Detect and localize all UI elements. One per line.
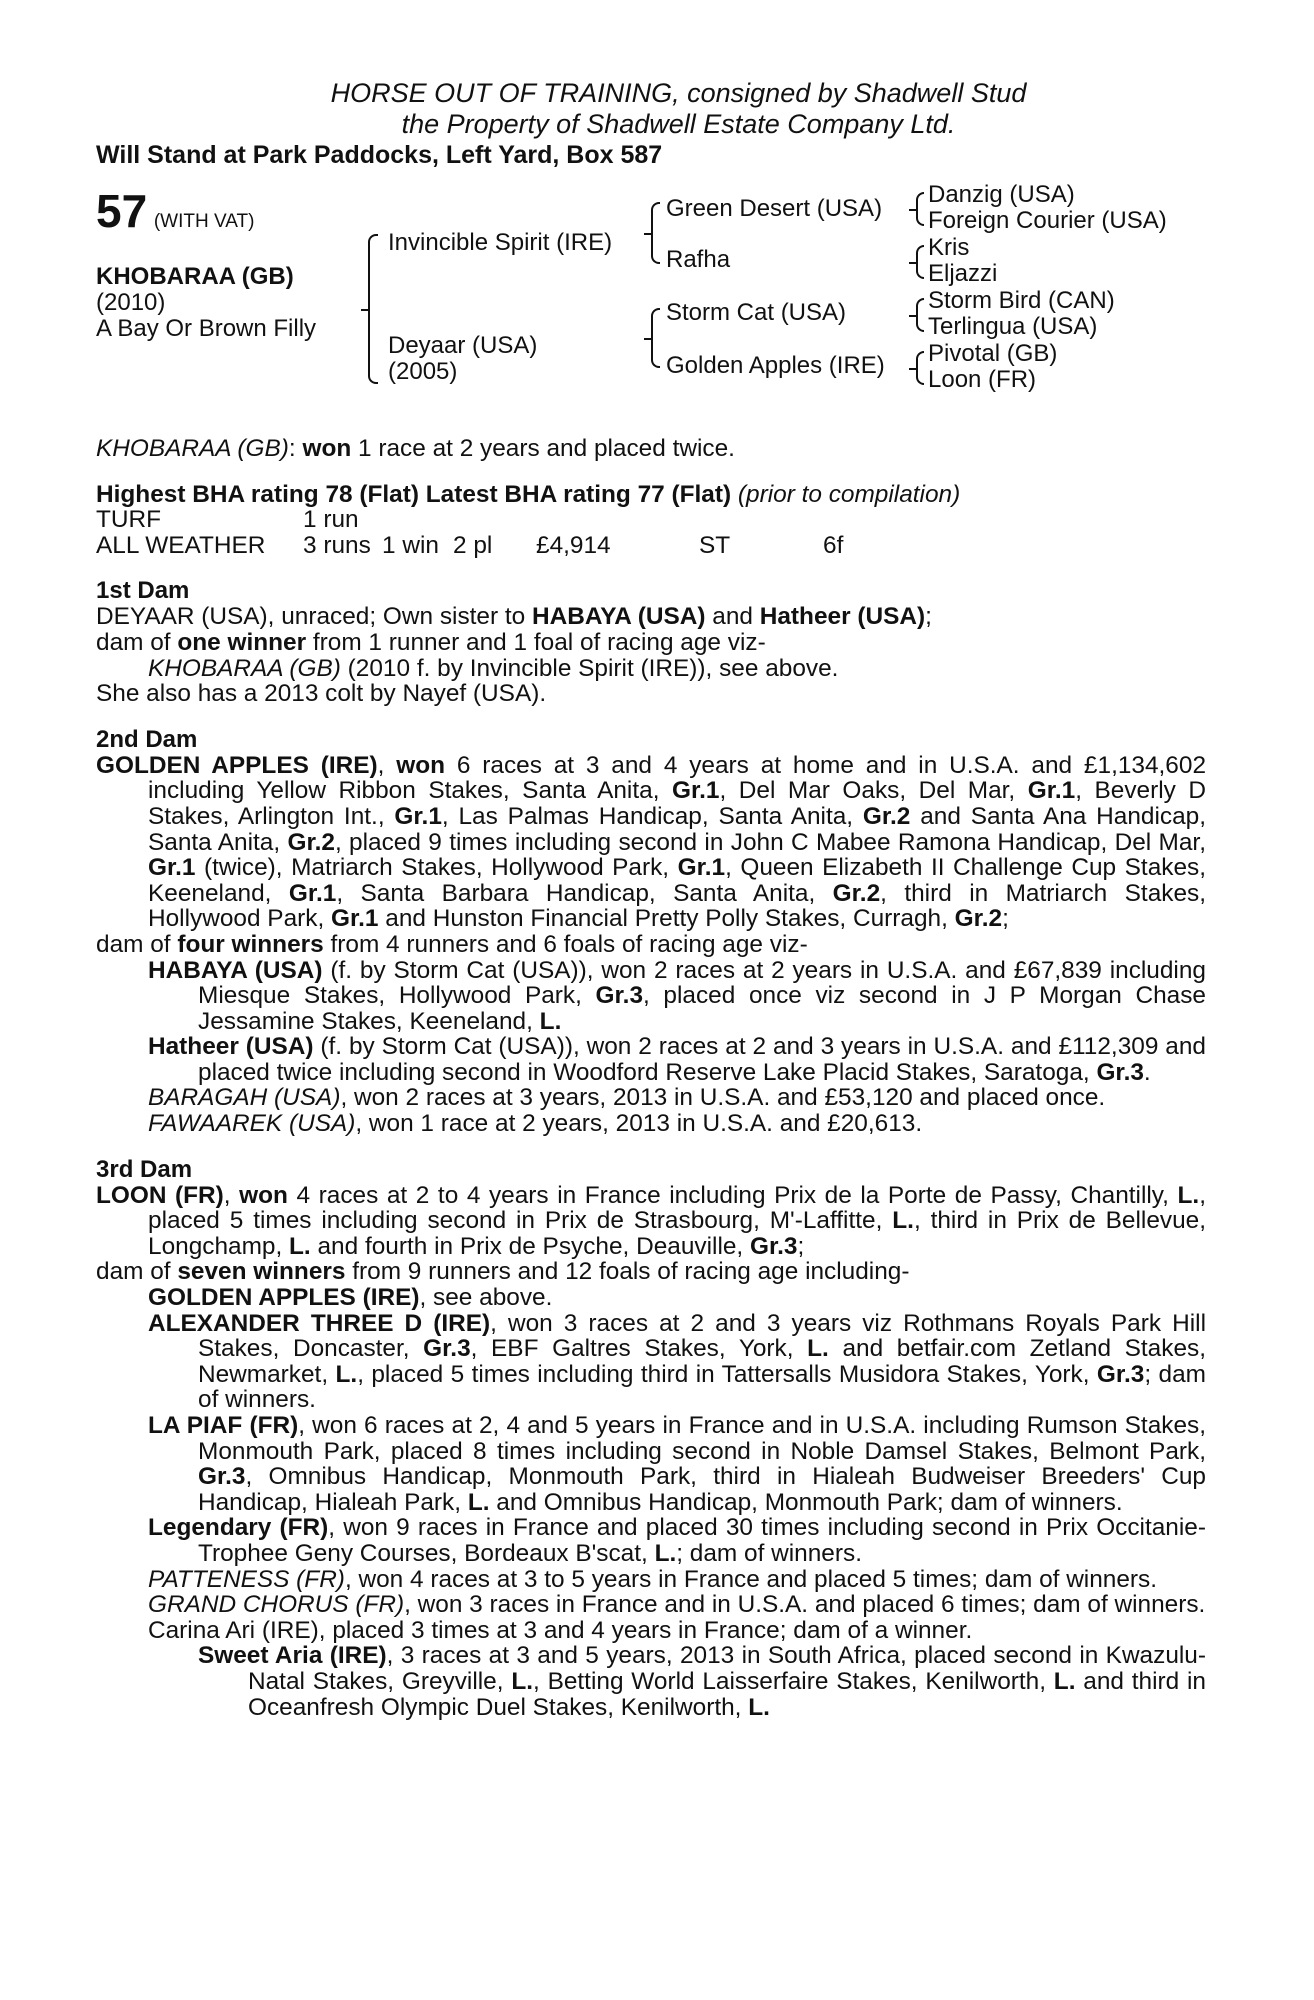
- text-run: , won 9 races in France and placed 30 times including second in Prix Occitanie-Trophee Geny Courses, Bordeaux B'scat,: [198, 1514, 1206, 1567]
- text-run: , won 6 races at 2, 4 and 5 years in France and in U.S.A. including Rumson Stakes, Monmouth Park, placed 8 times including second in Noble Damsel Stakes, Belmont Park,: [198, 1412, 1206, 1465]
- sire-sire: Green Desert (USA): [666, 195, 883, 222]
- pedigree-brace-sire: [651, 202, 660, 264]
- first-dam-line1: [96, 604, 1206, 630]
- text-run: Gr.1: [1027, 777, 1076, 805]
- pedigree-brace-ss: [916, 192, 924, 226]
- dam-year: (2005): [388, 358, 458, 385]
- text-run: LOON (FR): [96, 1181, 224, 1209]
- text-run: dam of: [96, 1258, 178, 1286]
- text-run: Gr.2: [954, 905, 1003, 933]
- dam-dam-sire: Pivotal (GB): [928, 340, 1058, 367]
- text-run: Gr.3: [595, 982, 644, 1010]
- second-dam-produce-summary: [96, 932, 1206, 958]
- text-run: four winners: [177, 930, 324, 958]
- second-dam-produce-2: [96, 1034, 1206, 1085]
- text-run: ;: [797, 1232, 805, 1260]
- text-run: Gr.3: [1096, 1360, 1145, 1388]
- dam-sire-sire: Storm Bird (CAN): [928, 287, 1115, 314]
- text-run: L.: [335, 1360, 358, 1388]
- text-run: from 4 runners and 6 foals of racing age viz-: [323, 930, 808, 958]
- third-dam-produce-5: [96, 1567, 1206, 1593]
- text-run: Gr.2: [832, 879, 881, 907]
- third-dam-produce-7: [96, 1618, 1206, 1644]
- text-run: and Omnibus Handicap, Monmouth Park; dam of winners.: [489, 1488, 1123, 1516]
- text-run: Gr.1: [288, 879, 337, 907]
- text-run: L.: [289, 1232, 311, 1260]
- aw-wins: 1 win: [382, 531, 439, 559]
- text-run: FAWAAREK (USA): [148, 1110, 356, 1138]
- text-run: , Omnibus Handicap, Monmouth Park, third in Hialeah Budweiser Breeders' Cup Handicap, Hialeah Park,: [198, 1463, 1206, 1516]
- text-run: Gr.3: [423, 1335, 471, 1363]
- text-run: Gr.1: [148, 854, 196, 882]
- text-run: (f. by Storm Cat (USA)), won 2 races at 2 years in U.S.A. and £67,839 including Miesque Stakes, Hollywood Park,: [198, 956, 1206, 1010]
- text-run: , Santa Barbara Handicap, Santa Anita,: [336, 879, 833, 907]
- text-run: L.: [539, 1007, 562, 1035]
- second-dam-produce-4: [96, 1111, 1206, 1137]
- stand-location: Will Stand at Park Paddocks, Left Yard, Box 587: [96, 141, 663, 169]
- aw-runs: 3 runs: [303, 531, 371, 559]
- pedigree-block: [96, 181, 1206, 456]
- text-run: L.: [892, 1207, 914, 1235]
- text-run: and fourth in Prix de Psyche, Deauville,: [310, 1232, 750, 1260]
- text-run: and betfair.com Zetland Stakes, Newmarket,: [198, 1335, 1206, 1388]
- text-run: , 3 races at 3 and 5 years, 2013 in South Africa, placed second in Kwazulu-Natal Stakes, Greyville,: [248, 1642, 1206, 1695]
- text-run: and Santa Ana Handicap, Santa Anita,: [148, 802, 1207, 856]
- horse-name: KHOBARAA (GB): [96, 263, 294, 290]
- text-run: Gr.2: [287, 828, 335, 856]
- text-run: L.: [807, 1335, 829, 1363]
- text-run: HABAYA (USA): [148, 956, 323, 984]
- turf-record: [96, 507, 1206, 533]
- aw-placed: 2 pl: [453, 531, 493, 559]
- turf-label: TURF: [96, 506, 162, 534]
- first-dam-produce: [96, 656, 1206, 682]
- text-run: won: [396, 751, 446, 779]
- text-run: 4 races at 2 to 4 years in France including Prix de la Porte de Passy, Chantilly,: [287, 1181, 1178, 1209]
- aw-course: ST: [699, 531, 731, 559]
- sire-dam-sire: Kris: [928, 234, 970, 261]
- text-run: Gr.3: [749, 1232, 798, 1260]
- second-dam-record: [96, 753, 1206, 932]
- third-dam-produce-4: [96, 1515, 1206, 1566]
- second-dam-heading: 2nd Dam: [96, 725, 198, 753]
- first-dam-note: She also has a 2013 colt by Nayef (USA).: [96, 680, 547, 708]
- text-run: BARAGAH (USA): [148, 1084, 341, 1112]
- dam: Deyaar (USA): [388, 332, 538, 359]
- lot-number: 57: [96, 185, 148, 237]
- text-run: GOLDEN APPLES (IRE): [96, 751, 378, 779]
- text-run: (f. by Storm Cat (USA)), won 2 races at 2 and 3 years in U.S.A. and £112,309 and placed twice including second in Woodford Reserve Lake Placid Stakes, Saratoga,: [198, 1033, 1206, 1086]
- summary-name: KHOBARAA (GB): [96, 435, 289, 462]
- text-run: , Las Palmas Handicap, Santa Anita,: [441, 802, 863, 830]
- produce-rest: (2010 f. by Invincible Spirit (IRE)), see above.: [340, 654, 839, 682]
- dam1-sibling-1: HABAYA (USA): [532, 603, 706, 631]
- dam-sire: Storm Cat (USA): [666, 299, 847, 326]
- text-run: , third in Prix de Bellevue, Longchamp,: [148, 1207, 1206, 1260]
- pedigree-brace-dam: [651, 308, 660, 368]
- vat-note: (WITH VAT): [153, 211, 255, 232]
- header-line-1: HORSE OUT OF TRAINING, consigned by Shadwell Stud: [330, 78, 1027, 108]
- first-dam-heading: 1st Dam: [96, 577, 190, 605]
- text-run: from 9 runners and 12 foals of racing age including-: [345, 1258, 910, 1286]
- text-run: L.: [1177, 1181, 1200, 1209]
- third-dam-produce-2: [96, 1311, 1206, 1413]
- text-run: Gr.2: [862, 802, 911, 830]
- aw-distance: 6f: [823, 531, 844, 559]
- ratings-line: [96, 482, 1206, 508]
- third-dam-produce-1: [96, 1285, 1206, 1311]
- summary-rest: 1 race at 2 years and placed twice.: [351, 435, 735, 462]
- fourth-gen-produce-1: [96, 1643, 1206, 1720]
- text-run: Gr.3: [1096, 1058, 1144, 1086]
- text-run: Legendary (FR): [148, 1514, 329, 1542]
- text-run: , won 1 race at 2 years, 2013 in U.S.A. and £20,613.: [355, 1110, 923, 1138]
- turf-runs: 1 run: [303, 506, 359, 534]
- text-run: Gr.3: [198, 1463, 246, 1491]
- third-dam-heading: 3rd Dam: [96, 1155, 193, 1183]
- pedigree-brace-sd: [916, 245, 924, 279]
- dam-dam: Golden Apples (IRE): [666, 352, 885, 379]
- text-run: L.: [1053, 1667, 1076, 1695]
- text-run: Gr.1: [672, 777, 720, 805]
- text-run: L.: [748, 1693, 770, 1721]
- sire-dam-dam: Eljazzi: [928, 260, 998, 287]
- text-run: , won 3 races at 2 and 3 years viz Rothmans Royals Park Hill Stakes, Doncaster,: [198, 1309, 1206, 1363]
- horse-year: (2010): [96, 289, 166, 316]
- text-run: , Del Mar Oaks, Del Mar,: [719, 777, 1028, 805]
- dam-dam-dam: Loon (FR): [928, 366, 1037, 393]
- text-run: ALEXANDER THREE D (IRE): [148, 1309, 491, 1337]
- dam1-text-h: from 1 runner and 1 foal of racing age viz-: [306, 628, 766, 656]
- text-run: , won 3 races in France and in U.S.A. and placed 6 times; dam of winners.: [404, 1591, 1206, 1619]
- all-weather-record: [96, 533, 1206, 559]
- text-run: ; dam of winners.: [198, 1360, 1206, 1414]
- text-run: 6 races at 3 and 4 years at home and in U.S.A. and £1,134,602 including Yellow Ribbon Stakes, Santa Anita,: [148, 751, 1207, 805]
- text-run: and Hunston Financial Pretty Polly Stakes, Curragh,: [378, 905, 955, 933]
- text-run: , placed 5 times including second in Prix de Strasbourg, M'-Laffitte,: [148, 1181, 1206, 1235]
- text-run: Sweet Aria (IRE): [198, 1642, 387, 1670]
- text-run: ,: [377, 751, 397, 779]
- third-dam-produce-6: [96, 1592, 1206, 1618]
- sire-sire-dam: Foreign Courier (USA): [928, 207, 1167, 234]
- lot-heading: [96, 185, 255, 237]
- text-run: LA PIAF (FR): [148, 1412, 299, 1439]
- text-run: , placed 5 times including third in Tattersalls Musidora Stakes, York,: [357, 1360, 1097, 1388]
- text-run: Gr.1: [331, 905, 379, 933]
- text-run: L.: [467, 1488, 490, 1516]
- text-run: Gr.1: [394, 802, 442, 830]
- sire-sire-sire: Danzig (USA): [928, 181, 1075, 208]
- text-run: and third in Oceanfresh Olympic Duel Stakes, Kenilworth,: [248, 1667, 1206, 1721]
- header-line-2: the Property of Shadwell Estate Company Ltd.: [401, 109, 956, 139]
- text-run: GRAND CHORUS (FR): [148, 1591, 405, 1619]
- ratings-note: (prior to compilation): [731, 480, 961, 508]
- dam1-text-c: and: [705, 603, 760, 631]
- first-dam-line2: [96, 630, 1206, 656]
- dam1-sibling-2: Hatheer (USA): [759, 603, 926, 631]
- text-run: , placed once viz second in J P Morgan Chase Jessamine Stakes, Keeneland,: [198, 982, 1206, 1035]
- text-run: .: [1143, 1058, 1151, 1086]
- text-run: ;: [1002, 905, 1009, 933]
- text-run: ; dam of winners.: [676, 1539, 862, 1567]
- ratings-label: Highest BHA rating 78 (Flat) Latest BHA rating 77 (Flat): [96, 480, 732, 508]
- text-run: Gr.1: [677, 854, 726, 882]
- pedigree-brace-dd: [916, 351, 924, 385]
- text-run: GOLDEN APPLES (IRE): [148, 1284, 420, 1312]
- dam1-text-a: DEYAAR (USA), unraced; Own sister to: [96, 603, 533, 631]
- text-run: L.: [511, 1667, 533, 1695]
- text-run: (twice), Matriarch Stakes, Hollywood Park,: [195, 854, 678, 882]
- third-dam-produce-3: [96, 1413, 1206, 1515]
- dam-sire-dam: Terlingua (USA): [928, 313, 1098, 340]
- pedigree-brace-main: [368, 234, 378, 384]
- produce-name: KHOBARAA (GB): [148, 654, 341, 682]
- text-run: Hatheer (USA): [148, 1033, 314, 1061]
- sire-dam: Rafha: [666, 246, 731, 273]
- text-run: ,: [223, 1181, 240, 1209]
- pedigree-brace-ds: [916, 298, 924, 332]
- aw-prize: £4,914: [536, 531, 611, 559]
- third-dam-record: [96, 1183, 1206, 1260]
- second-dam-produce-3: [96, 1085, 1206, 1111]
- third-dam-produce-summary: [96, 1259, 1206, 1285]
- horse-description: A Bay Or Brown Filly: [96, 315, 317, 342]
- second-dam-produce-1: [96, 958, 1206, 1035]
- text-run: , Queen Elizabeth II Challenge Cup Stakes, Keeneland,: [148, 854, 1206, 907]
- summary-won: won: [302, 435, 352, 462]
- text-run: , Betting World Laisserfaire Stakes, Kenilworth,: [533, 1667, 1054, 1695]
- dam1-winners: one winner: [177, 628, 307, 656]
- sire: Invincible Spirit (IRE): [388, 229, 613, 256]
- text-run: , third in Matriarch Stakes, Hollywood Park,: [148, 879, 1206, 933]
- dam1-text-e: ;: [925, 603, 932, 631]
- aw-label: ALL WEATHER: [96, 531, 266, 559]
- text-run: seven winners: [177, 1258, 346, 1286]
- text-run: Carina Ari (IRE), placed 3 times at 3 and 4 years in France; dam of a winner.: [148, 1616, 973, 1644]
- catalogue-page: [96, 78, 1206, 1720]
- dam1-text-f: dam of: [96, 628, 178, 656]
- text-run: , won 2 races at 3 years, 2013 in U.S.A. and £53,120 and placed once.: [340, 1084, 1106, 1112]
- summary-sep: :: [288, 435, 303, 462]
- text-run: L.: [654, 1539, 677, 1567]
- text-run: , see above.: [419, 1284, 553, 1312]
- text-run: won: [239, 1181, 288, 1209]
- text-run: PATTENESS (FR): [148, 1565, 345, 1593]
- text-run: , EBF Galtres Stakes, York,: [470, 1335, 808, 1363]
- text-run: , won 4 races at 3 to 5 years in France and placed 5 times; dam of winners.: [344, 1565, 1158, 1593]
- text-run: , placed 9 times including second in John C Mabee Ramona Handicap, Del Mar,: [334, 828, 1206, 856]
- text-run: dam of: [96, 930, 178, 958]
- text-run: , Beverly D Stakes, Arlington Int.,: [148, 777, 1206, 830]
